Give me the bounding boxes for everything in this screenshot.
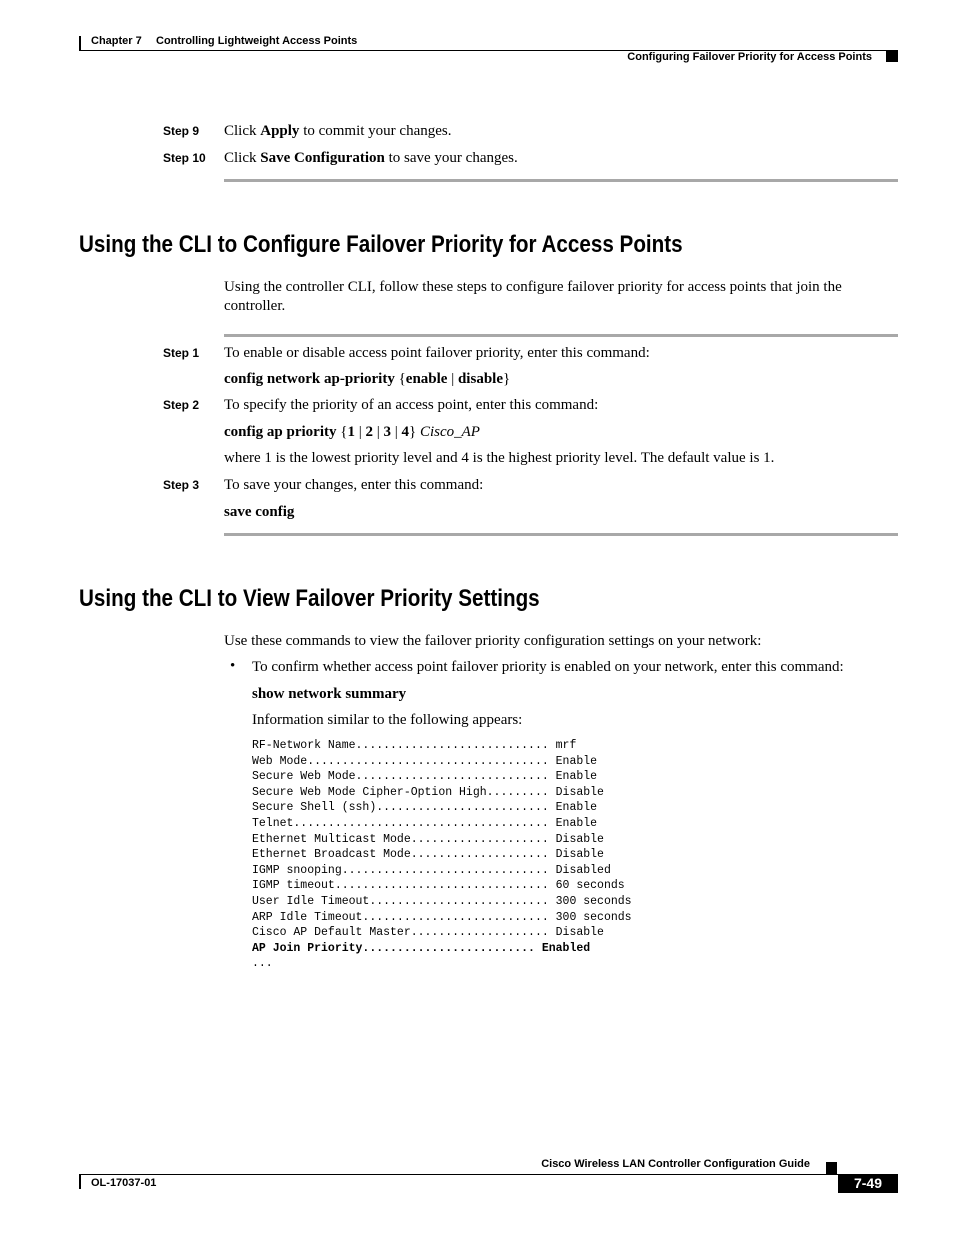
step-1-command: config network ap-priority {enable | disable} — [224, 371, 511, 387]
section1-intro: Using the controller CLI, follow these steps to configure failover priority for access points that join the controller. — [224, 279, 842, 314]
cli-output-line: RF-Network Name............................ mrf — [252, 739, 577, 752]
header-section: Configuring Failover Priority for Access Points — [627, 51, 872, 63]
footer-rule — [79, 1174, 898, 1175]
section2-intro: Use these commands to view the failover priority configuration settings on your network: — [224, 633, 762, 649]
cli-output-line: Web Mode................................... Enable — [252, 754, 598, 768]
step-2-text: To specify the priority of an access point, enter this command: — [224, 397, 599, 413]
steps-end-rule — [224, 179, 898, 182]
step-2-label: Step 2 — [163, 398, 200, 412]
cli-output-line: Ethernet Broadcast Mode.................... Disable — [252, 848, 604, 862]
cli-output-line: User Idle Timeout.......................... 300 seconds — [252, 894, 632, 908]
cli-output-line: IGMP snooping.............................. Disabled — [252, 863, 611, 877]
section1-steps-top-rule — [224, 334, 898, 337]
header-chapter: Chapter 7 — [91, 35, 142, 47]
bullet-text: To confirm whether access point failover priority is enabled on your network, enter this command: — [252, 659, 844, 675]
footer-left-bar — [79, 1174, 81, 1189]
step-3-command: save config — [224, 504, 295, 520]
show-network-summary-command: show network summary — [252, 686, 407, 702]
step-3-text: To save your changes, enter this command: — [224, 477, 484, 493]
cli-output-line: Telnet..................................... Enable — [252, 816, 598, 830]
cli-output-line: IGMP timeout............................... 60 seconds — [252, 879, 625, 893]
section2-heading: Using the CLI to View Failover Priority Settings — [79, 585, 540, 612]
step-2-note: where 1 is the lowest priority level and 4 is the highest priority level. The default value is 1. — [224, 450, 775, 466]
info-text: Information similar to the following appears: — [252, 712, 523, 728]
step-10-text: Click Save Configuration to save your changes. — [224, 150, 518, 166]
save-configuration-term: Save Configuration — [260, 150, 385, 166]
cli-output-line: ARP Idle Timeout........................... 300 seconds — [252, 910, 632, 924]
bullet-marker: • — [230, 658, 236, 674]
cli-output-line: Secure Shell (ssh)......................... Enable — [252, 801, 598, 815]
header-black-square — [886, 51, 898, 62]
footer-black-square — [826, 1162, 837, 1174]
page-number: 7-49 — [838, 1174, 898, 1193]
cli-output-line-highlighted: AP Join Priority......................... Enabled — [252, 941, 591, 955]
step-3-label: Step 3 — [163, 478, 200, 492]
cli-output-line: Secure Web Mode............................ Enable — [252, 770, 598, 784]
cli-output-line: Ethernet Multicast Mode.................... Disable — [252, 832, 604, 846]
cli-output-ellipsis: ... — [252, 957, 273, 971]
cli-output — [252, 738, 632, 972]
cli-output-line: Secure Web Mode Cipher-Option High......... Disable — [252, 785, 604, 799]
footer-guide-title: Cisco Wireless LAN Controller Configuration Guide — [541, 1158, 810, 1170]
cli-output-line: Cisco AP Default Master.................... Disable — [252, 926, 604, 940]
header-left-bar — [79, 36, 81, 51]
step-1-text: To enable or disable access point failover priority, enter this command: — [224, 345, 650, 361]
step-1-label: Step 1 — [163, 346, 200, 360]
footer-doc-number: OL-17037-01 — [91, 1177, 157, 1189]
header-chapter-title: Controlling Lightweight Access Points — [156, 35, 358, 47]
step-9-label: Step 9 — [163, 124, 200, 138]
section1-heading: Using the CLI to Configure Failover Priority for Access Points — [79, 231, 683, 258]
apply-term: Apply — [260, 123, 300, 139]
step-9-text: Click Apply to commit your changes. — [224, 123, 452, 139]
step-2-command: config ap priority {1 | 2 | 3 | 4} Cisco_AP — [224, 424, 480, 440]
step-10-label: Step 10 — [163, 151, 206, 165]
section1-steps-end-rule — [224, 533, 898, 536]
